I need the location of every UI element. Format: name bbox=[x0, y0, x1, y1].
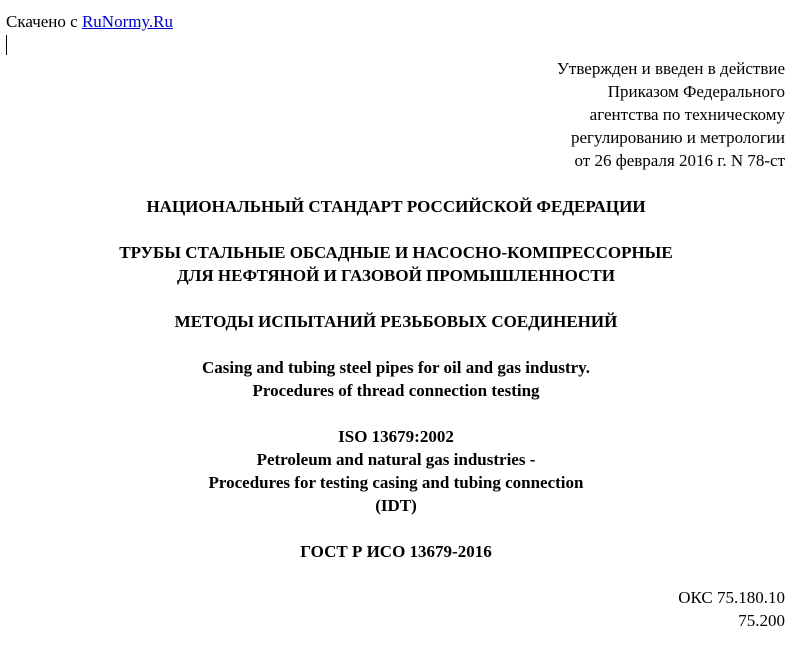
runormy-link[interactable]: RuNormy.Ru bbox=[81, 12, 173, 31]
standard-title bbox=[0, 241, 792, 287]
download-source-line bbox=[6, 11, 173, 33]
english-title-line: Procedures of thread connection testing bbox=[252, 381, 540, 400]
english-title-line: Casing and tubing steel pipes for oil and gas industry. bbox=[202, 358, 590, 377]
iso-line: Procedures for testing casing and tubing connection bbox=[208, 473, 584, 492]
iso-line: ISO 13679:2002 bbox=[338, 427, 454, 446]
standard-subtitle-text: МЕТОДЫ ИСПЫТАНИЙ РЕЗЬБОВЫХ СОЕДИНЕНИЙ bbox=[174, 312, 618, 331]
standard-heading-text: НАЦИОНАЛЬНЫЙ СТАНДАРТ РОССИЙСКОЙ ФЕДЕРАЦИИ bbox=[146, 197, 646, 216]
iso-line: Petroleum and natural gas industries - bbox=[256, 450, 536, 469]
standard-subtitle bbox=[0, 310, 792, 333]
approval-line: агентства по техническому bbox=[589, 105, 785, 124]
approval-line: Утвержден и введен в действие bbox=[556, 59, 785, 78]
okc-line: ОКС 75.180.10 bbox=[678, 588, 785, 607]
approval-line: от 26 февраля 2016 г. N 78-ст bbox=[574, 151, 785, 170]
okc-classification bbox=[678, 586, 785, 632]
standard-title-line: ТРУБЫ СТАЛЬНЫЕ ОБСАДНЫЕ И НАСОСНО-КОМПРЕССОРНЫЕ bbox=[119, 243, 673, 262]
text-cursor bbox=[6, 35, 7, 55]
iso-line: (IDT) bbox=[375, 496, 417, 515]
gost-text: ГОСТ Р ИСО 13679-2016 bbox=[300, 542, 492, 561]
standard-title-line: ДЛЯ НЕФТЯНОЙ И ГАЗОВОЙ ПРОМЫШЛЕННОСТИ bbox=[177, 266, 615, 285]
english-title bbox=[0, 356, 792, 402]
approval-block bbox=[557, 57, 785, 172]
approval-line: Приказом Федерального bbox=[607, 82, 785, 101]
gost-designation bbox=[0, 540, 792, 563]
okc-line: 75.200 bbox=[738, 611, 785, 630]
standard-heading bbox=[0, 195, 792, 218]
download-prefix: Скачено с bbox=[6, 12, 82, 31]
iso-reference bbox=[0, 425, 792, 517]
approval-line: регулированию и метрологии bbox=[570, 128, 785, 147]
